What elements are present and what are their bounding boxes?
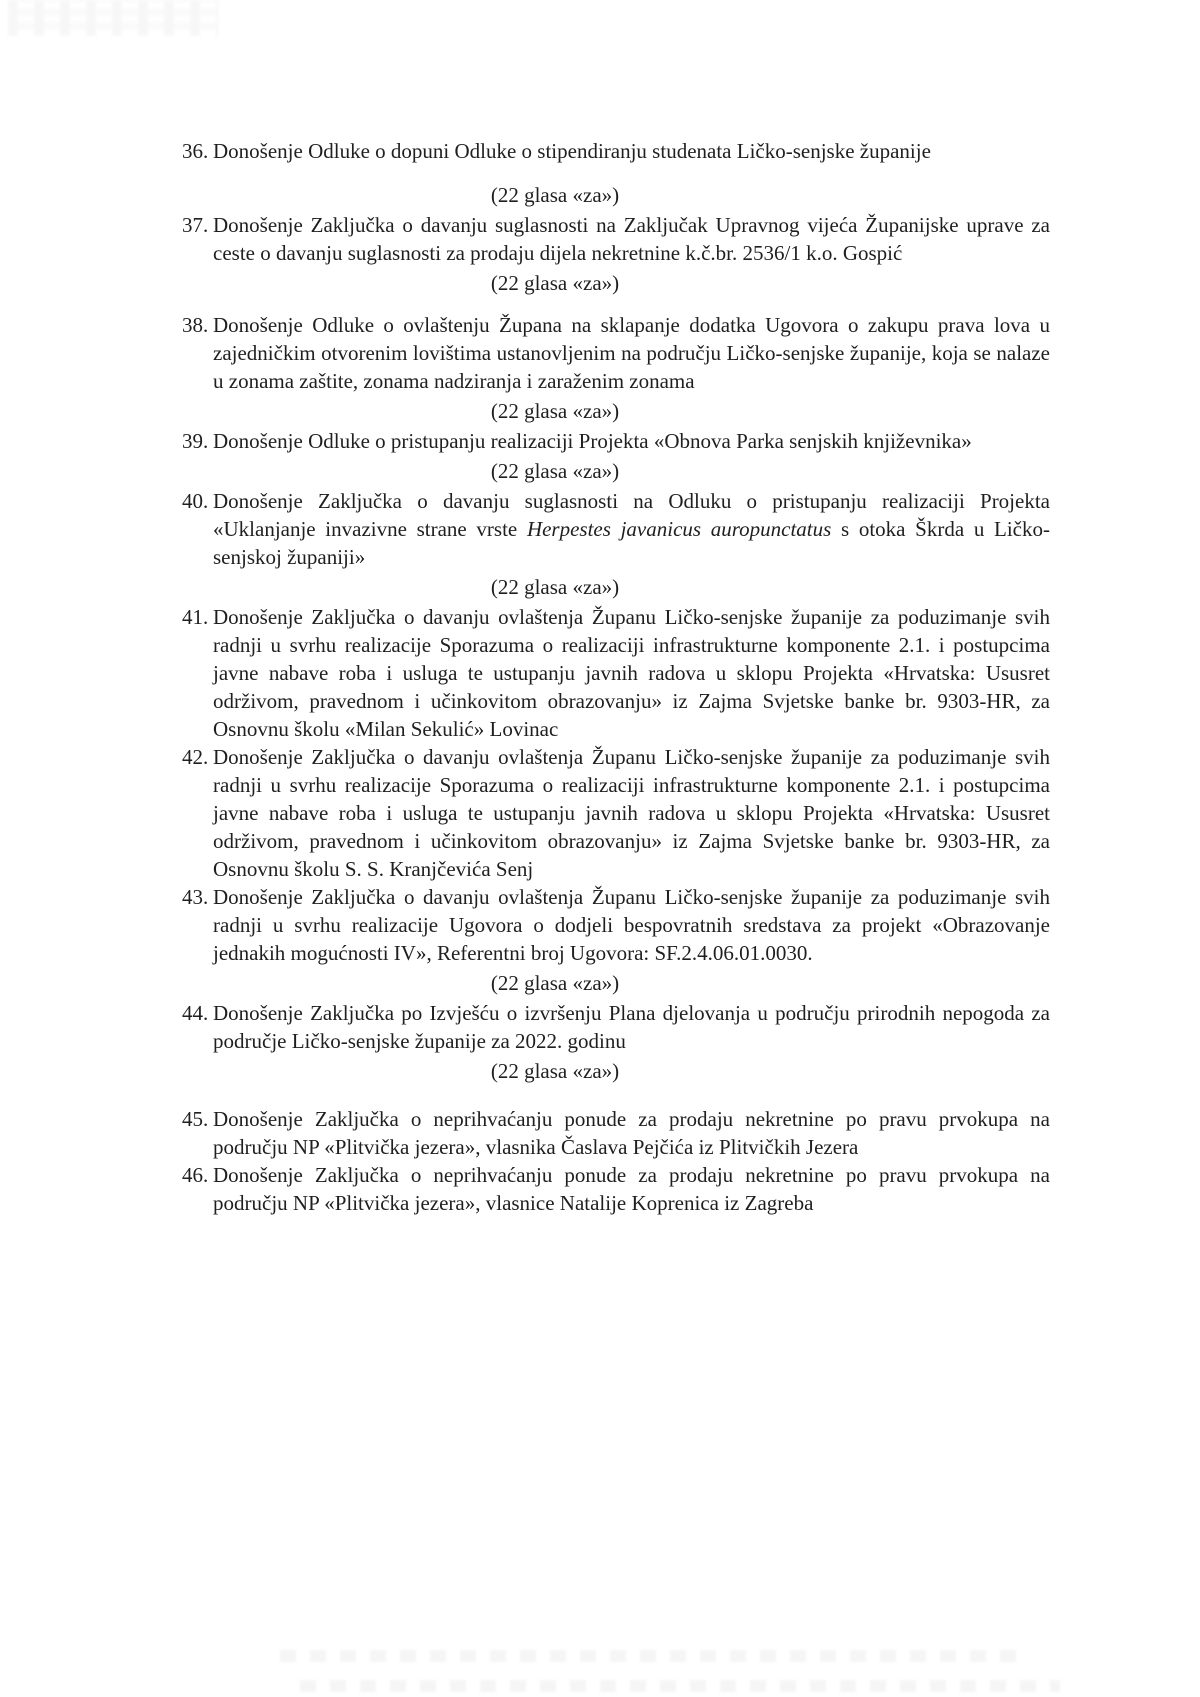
item-text: Donošenje Zaključka o neprihvaćanju ponude za prodaju nekretnine po pravu prvokupa na području NP «Plitvička jezera», vlasnice Natalije Koprenica iz Zagreba xyxy=(213,1163,1050,1215)
item-text: Donošenje Odluke o ovlaštenju Župana na sklapanje dodatka Ugovora o zakupu prava lova u zajedničkim otvorenim lovištima ustanovljenim na području Ličko-senjske županije, koja se nalaze u zonama zaštite, zonama nadziranja i zaraženim zonama xyxy=(213,313,1050,393)
agenda-item-44 xyxy=(182,999,1050,1055)
vote-result-43: (22 glasa «za») xyxy=(490,971,620,995)
item-text: Donošenje Zaključka o davanju ovlaštenja Županu Ličko-senjske županije za poduzimanje svih radnji u svrhu realizacije Sporazuma o realizaciji infrastrukturne komponente 2.1. i postupcima javne nabave roba i usluga te ustupanju javnih radova u sklopu Projekta «Hrvatska: Ususret održivom, pravednom i učinkovitom obrazovanju» iz Zajma Svjetske banke br. 9303-HR, za Osnovnu školu S. S. Kranjčevića Senj xyxy=(213,745,1050,881)
item-text: Donošenje Zaključka o davanju ovlaštenja Županu Ličko-senjske županije za poduzimanje svih radnji u svrhu realizacije Sporazuma o realizaciji infrastrukturne komponente 2.1. i postupcima javne nabave roba i usluga te ustupanju javnih radova u sklopu Projekta «Hrvatska: Ususret održivom, pravednom i učinkovitom obrazovanju» iz Zajma Svjetske banke br. 9303-HR, za Osnovnu školu «Milan Sekulić» Lovinac xyxy=(213,605,1050,741)
vote-result-37: (22 glasa «za») xyxy=(490,271,620,295)
agenda-item-36 xyxy=(182,137,1050,165)
vote-result-36: (22 glasa «za») xyxy=(490,183,620,207)
item-text-after-species: s otoka Škrda u Ličko-senjskoj županiji» xyxy=(213,517,1050,569)
item-number: 41. xyxy=(182,605,209,629)
item-number: 44. xyxy=(182,1001,209,1025)
item-number: 38. xyxy=(182,313,209,337)
agenda-item-40 xyxy=(182,487,1050,571)
item-text: Donošenje Zaključka po Izvješću o izvršenju Plana djelovanja u području prirodnih nepogoda za područje Ličko-senjske županije za 2022. godinu xyxy=(213,1001,1050,1053)
page-bleed-bottom xyxy=(300,1680,1060,1692)
item-number: 36. xyxy=(182,139,209,163)
agenda-item-39 xyxy=(182,427,1050,455)
vote-result-38: (22 glasa «za») xyxy=(490,399,620,423)
agenda-item-42 xyxy=(182,743,1050,883)
agenda-item-43 xyxy=(182,883,1050,967)
vote-result-44: (22 glasa «za») xyxy=(490,1059,620,1083)
agenda-item-41 xyxy=(182,603,1050,743)
item-text: Donošenje Odluke o dopuni Odluke o stipendiranju studenata Ličko-senjske županije xyxy=(213,139,931,163)
agenda-item-45 xyxy=(182,1105,1050,1161)
item-text-before-species: Donošenje Zaključka o davanju suglasnosti na Odluku o pristupanju realizaciji Projekta «Uklanjanje invazivne strane vrste xyxy=(213,489,1050,541)
agenda-item-46 xyxy=(182,1161,1050,1217)
item-text: Donošenje Odluke o pristupanju realizaciji Projekta «Obnova Parka senjskih književnika» xyxy=(213,429,972,453)
item-text: Donošenje Zaključka o neprihvaćanju ponude za prodaju nekretnine po pravu prvokupa na području NP «Plitvička jezera», vlasnika Časlava Pejčića iz Plitvičkih Jezera xyxy=(213,1107,1050,1159)
page-bleed-bottom xyxy=(280,1650,1020,1662)
item-text: Donošenje Zaključka o davanju suglasnosti na Zaključak Upravnog vijeća Županijske uprave za ceste o davanju suglasnosti za prodaju dijela nekretnine k.č.br. 2536/1 k.o. Gospić xyxy=(213,213,1050,265)
item-text: Donošenje Zaključka o davanju ovlaštenja Županu Ličko-senjske županije za poduzimanje svih radnji u svrhu realizacije Ugovora o dodjeli bespovratnih sredstava za projekt «Obrazovanje jednakih mogućnosti IV», Referentni broj Ugovora: SF.2.4.06.01.0030. xyxy=(213,885,1050,965)
item-number: 43. xyxy=(182,885,209,909)
agenda-item-38 xyxy=(182,311,1050,395)
item-number: 37. xyxy=(182,213,209,237)
item-number: 40. xyxy=(182,489,209,513)
item-number: 45. xyxy=(182,1107,209,1131)
agenda-item-37 xyxy=(182,211,1050,267)
species-latin-name: Herpestes javanicus auropunctatus xyxy=(526,517,832,541)
item-number: 39. xyxy=(182,429,209,453)
item-number: 42. xyxy=(182,745,209,769)
vote-result-39: (22 glasa «za») xyxy=(490,459,620,483)
item-number: 46. xyxy=(182,1163,209,1187)
vote-result-40: (22 glasa «za») xyxy=(490,575,620,599)
